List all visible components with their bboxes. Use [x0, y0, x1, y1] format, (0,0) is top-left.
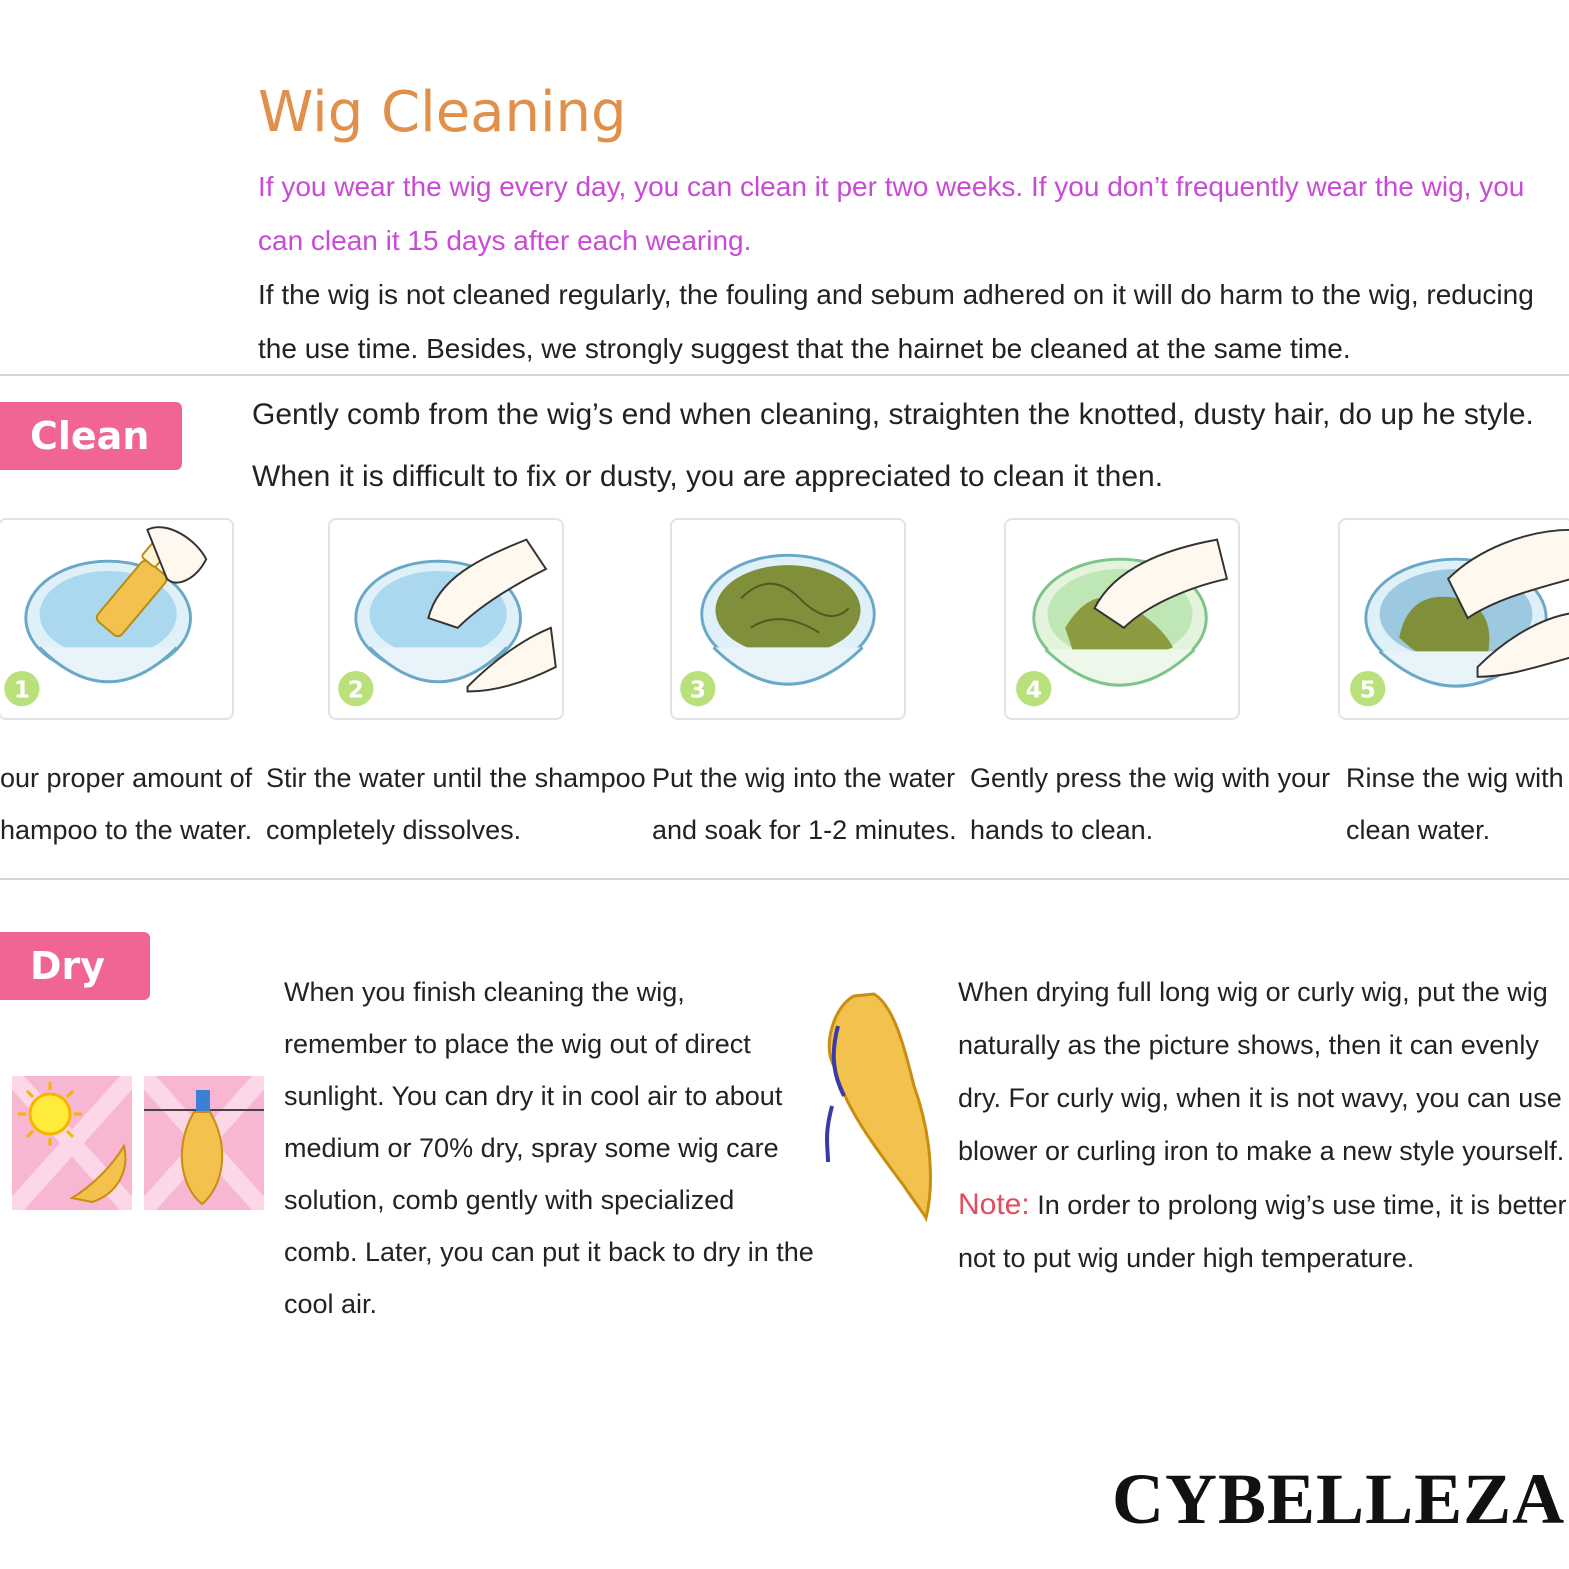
step-5-illustration: [1338, 518, 1569, 720]
step-caption-line: completely dissolves.: [266, 815, 522, 845]
step-3-illustration: [670, 518, 906, 720]
step-caption-line: our proper amount of: [0, 763, 253, 793]
intro-warning-text: If the wig is not cleaned regularly, the fouling and sebum adhered on it will do harm to the wig, reducing the use time. Besides, we strongly suggest that the hairnet be cleaned at the same time.: [258, 279, 1534, 364]
step-caption-line: clean water.: [1346, 815, 1491, 845]
step-number: 5: [1359, 675, 1376, 704]
sun-drying-illustration: [12, 1076, 132, 1210]
dry-instructions-text: When you finish cleaning the wig, remember to place the wig out of direct sunlight. You can dry it in cool air to about medium or 70% dry, spray some wig care solution, comb gently with specialized comb. Later, you can put it back to dry in the cool air.: [284, 977, 814, 1319]
note-label: Note:: [958, 1188, 1030, 1221]
step-caption-line: Stir the water until the shampoo: [266, 763, 646, 793]
step-caption-line: Rinse the wig with: [1346, 763, 1564, 793]
step-number: 2: [347, 675, 365, 704]
step-2-illustration: [328, 518, 564, 720]
long-wig-illustration: [814, 986, 942, 1222]
step-4-caption: [970, 752, 1330, 856]
bowl-icon: [702, 555, 875, 684]
clean-description: Gently comb from the wig’s end when cleaning, straighten the knotted, dusty hair, do up he style. When it is difficult to fix or dusty, you are appreciated to clean it then.: [252, 398, 1534, 493]
note-text: In order to prolong wig’s use time, it is better not to put wig under high temperature.: [958, 1190, 1567, 1273]
step-caption-line: Put the wig into the water: [652, 763, 956, 793]
intro-frequency-text: If you wear the wig every day, you can clean it per two weeks. If you don’t frequently wear the wig, you can clean it 15 days after each wearing.: [258, 171, 1525, 256]
step-number: 3: [689, 675, 707, 704]
divider-top: [0, 374, 1569, 376]
clean-tag: Clean: [0, 402, 182, 470]
step-caption-line: hands to clean.: [970, 815, 1154, 845]
step-5-caption: [1346, 752, 1564, 856]
dry-long-wig-text: [958, 966, 1569, 1285]
brand-logo-text: CYBELLEZA: [1112, 1459, 1566, 1539]
wig-icon: [829, 994, 930, 1218]
step-caption-line: and soak for 1-2 minutes.: [652, 815, 957, 845]
divider-middle: [0, 878, 1569, 880]
step-number: 1: [13, 675, 31, 704]
step-2-caption: [266, 752, 646, 856]
step-number: 4: [1025, 675, 1042, 704]
page-title: Wig Cleaning: [258, 80, 627, 145]
step-4-illustration: [1004, 518, 1240, 720]
hanging-drying-illustration: [144, 1076, 264, 1210]
dry-right-body: When drying full long wig or curly wig, put the wig naturally as the picture shows, then it can evenly dry. For curly wig, when it is not wavy, you can use blower or curling iron to make a new style yourself.: [958, 977, 1565, 1166]
step-1-illustration: [0, 518, 234, 720]
step-caption-line: hampoo to the water.: [0, 815, 253, 845]
step-3-caption: [652, 752, 957, 856]
step-1-caption: [0, 752, 252, 856]
dry-tag: Dry: [0, 932, 150, 1000]
step-caption-line: Gently press the wig with your: [970, 763, 1331, 793]
